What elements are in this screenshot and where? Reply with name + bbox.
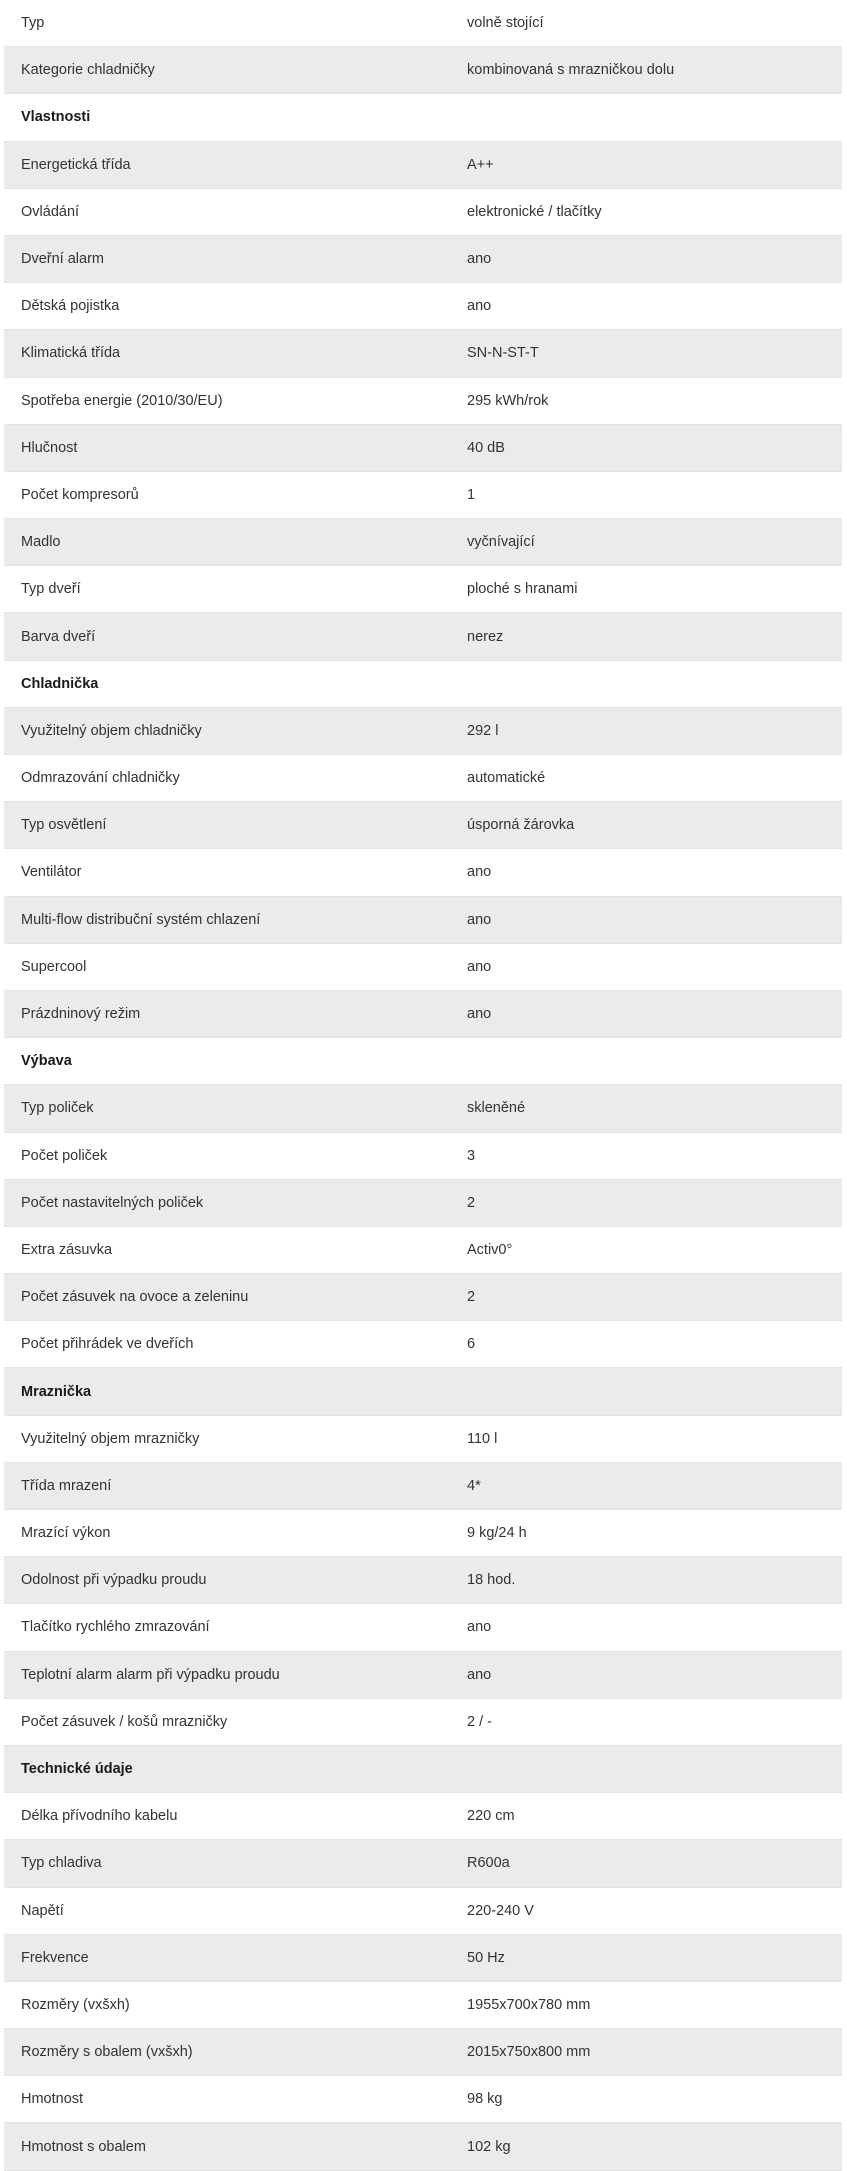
spec-label: Typ [21,15,45,32]
spec-value: 292 l [467,722,499,739]
section-title: Výbava [21,1053,72,1070]
spec-row [4,1840,842,1887]
spec-row [4,613,842,660]
spec-value: 2 [467,1194,476,1211]
spec-row [4,708,842,755]
spec-value: automatické [467,770,546,787]
spec-value: nerez [467,628,504,645]
spec-row [4,1793,842,1840]
spec-row [4,566,842,613]
spec-value: 40 dB [467,439,505,456]
section-header [4,661,842,708]
spec-row [4,944,842,991]
spec-label: Typ dveří [21,581,81,598]
section-header [4,1368,842,1415]
spec-row [4,2123,842,2170]
spec-row [4,1463,842,1510]
spec-label: Počet zásuvek / košů mrazničky [21,1713,228,1730]
spec-label: Typ osvětlení [21,817,107,834]
spec-value: ano [467,251,492,268]
section-title: Mraznička [21,1383,92,1400]
spec-row [4,142,842,189]
spec-label: Rozměry (vxšxh) [21,1996,130,2013]
spec-label: Napětí [21,1902,64,1919]
spec-label: Třída mrazení [21,1477,112,1494]
spec-label: Supercool [21,958,87,975]
spec-label: Dveřní alarm [21,251,104,268]
spec-value: R600a [467,1855,510,1872]
spec-label: Počet zásuvek na ovoce a zeleninu [21,1289,249,1306]
section-header [4,1746,842,1793]
spec-label: Ventilátor [21,864,82,881]
spec-value: 2015x750x800 mm [467,2044,591,2061]
spec-value: Activ0° [467,1241,513,1258]
section-title: Technické údaje [21,1761,133,1778]
section-header [4,1038,842,1085]
spec-value: 4* [467,1477,481,1494]
spec-label: Počet přihrádek ve dveřích [21,1336,194,1353]
spec-value: 3 [467,1147,476,1164]
spec-label: Madlo [21,534,61,551]
spec-row [4,1321,842,1368]
spec-row [4,1085,842,1132]
spec-label: Odmrazování chladničky [21,770,180,787]
spec-value: vyčnívající [467,534,535,551]
spec-value: 220-240 V [467,1902,534,1919]
spec-value: ano [467,1006,492,1023]
spec-row [4,47,842,94]
spec-label: Počet poliček [21,1147,108,1164]
spec-label: Kategorie chladničky [21,62,155,79]
spec-label: Multi-flow distribuční systém chlazení [21,911,261,928]
spec-value: 220 cm [467,1808,515,1825]
spec-row [4,2076,842,2123]
spec-row [4,1888,842,1935]
spec-label: Typ poliček [21,1100,94,1117]
spec-label: Mrazící výkon [21,1525,111,1542]
section-title: Chladnička [21,675,99,692]
spec-value: 2 [467,1289,476,1306]
spec-value: 98 kg [467,2091,503,2108]
spec-value: elektronické / tlačítky [467,203,602,220]
spec-value: ploché s hranami [467,581,578,598]
spec-value: úsporná žárovka [467,817,575,834]
spec-label: Využitelný objem chladničky [21,722,202,739]
spec-value: ano [467,911,492,928]
spec-row [4,1604,842,1651]
spec-value: 1955x700x780 mm [467,1996,591,2013]
spec-label: Počet kompresorů [21,486,139,503]
spec-label: Dětská pojistka [21,298,120,315]
spec-row [4,1180,842,1227]
spec-value: ano [467,864,492,881]
spec-label: Prázdninový režim [21,1006,141,1023]
spec-value: ano [467,1619,492,1636]
spec-label: Hlučnost [21,439,78,456]
spec-row [4,425,842,472]
spec-row [4,991,842,1038]
spec-value: kombinovaná s mrazničkou dolu [467,62,675,79]
spec-row [4,1982,842,2029]
spec-row [4,472,842,519]
spec-row [4,849,842,896]
spec-label: Energetická třída [21,156,131,173]
spec-label: Tlačítko rychlého zmrazování [21,1619,210,1636]
spec-label: Typ chladiva [21,1855,102,1872]
spec-label: Počet nastavitelných poliček [21,1194,204,1211]
spec-value: 50 Hz [467,1949,505,1966]
spec-row [4,1133,842,1180]
spec-value: ano [467,1666,492,1683]
spec-value: 2 / - [467,1713,492,1730]
spec-label: Teplotní alarm alarm při výpadku proudu [21,1666,280,1683]
spec-label: Klimatická třída [21,345,121,362]
spec-row [4,330,842,377]
spec-label: Hmotnost [21,2091,84,2108]
spec-value: 6 [467,1336,476,1353]
spec-row [4,1557,842,1604]
spec-row [4,1274,842,1321]
spec-row [4,802,842,849]
spec-value: 9 kg/24 h [467,1525,527,1542]
spec-label: Extra zásuvka [21,1241,113,1258]
spec-value: 102 kg [467,2138,511,2155]
spec-row [4,189,842,236]
spec-label: Frekvence [21,1949,89,1966]
spec-label: Barva dveří [21,628,96,645]
spec-value: 110 l [467,1430,498,1447]
spec-value: A++ [467,156,494,173]
spec-row [4,2029,842,2076]
spec-row [4,0,842,47]
spec-label: Odolnost při výpadku proudu [21,1572,207,1589]
spec-value: 295 kWh/rok [467,392,549,409]
spec-row [4,378,842,425]
spec-value: volně stojící [467,15,544,32]
spec-value: ano [467,958,492,975]
spec-row [4,1227,842,1274]
spec-label: Délka přívodního kabelu [21,1808,178,1825]
spec-table [4,0,842,2171]
spec-row [4,897,842,944]
spec-label: Rozměry s obalem (vxšxh) [21,2044,193,2061]
spec-label: Spotřeba energie (2010/30/EU) [21,392,223,409]
spec-row [4,1416,842,1463]
spec-label: Hmotnost s obalem [21,2138,146,2155]
spec-label: Ovládání [21,203,80,220]
spec-row [4,519,842,566]
spec-value: 18 hod. [467,1572,516,1589]
section-title: Vlastnosti [21,109,91,126]
spec-row [4,1935,842,1982]
spec-value: ano [467,298,492,315]
spec-row [4,755,842,802]
spec-value: SN-N-ST-T [467,345,539,362]
spec-row [4,236,842,283]
spec-row [4,1510,842,1557]
spec-label: Využitelný objem mrazničky [21,1430,200,1447]
section-header [4,94,842,141]
spec-value: skleněné [467,1100,526,1117]
spec-row [4,283,842,330]
spec-row [4,1699,842,1746]
spec-value: 1 [467,486,476,503]
spec-row [4,1652,842,1699]
